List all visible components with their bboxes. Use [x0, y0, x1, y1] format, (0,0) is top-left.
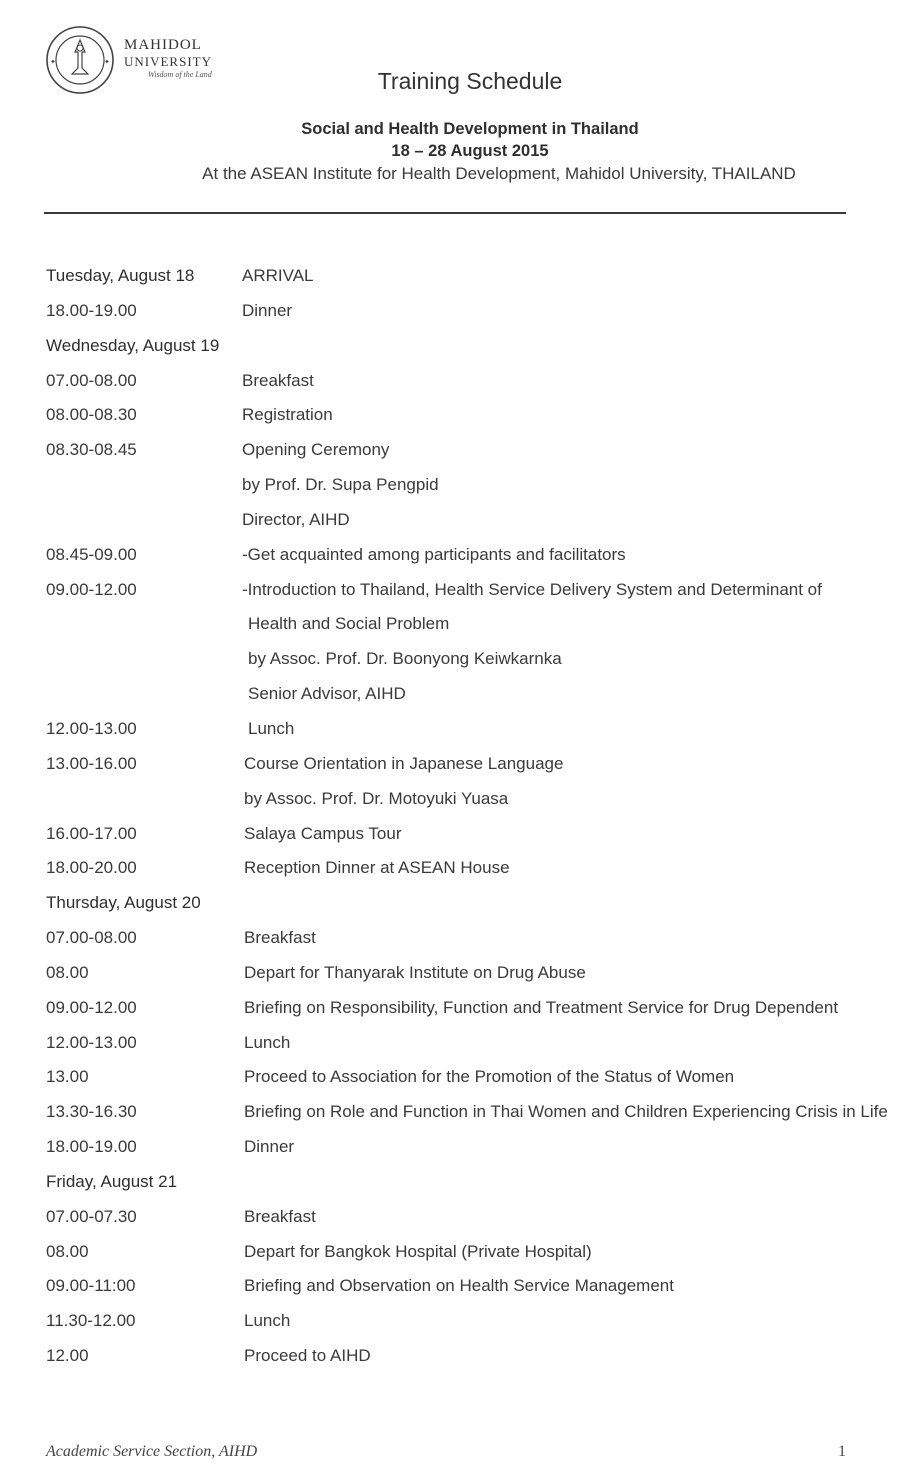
schedule-activity: Lunch — [248, 718, 295, 738]
program-dates: 18 – 28 August 2015 — [391, 142, 549, 160]
schedule-time: 08.30-08.45 — [46, 440, 137, 460]
schedule-row — [0, 260, 900, 295]
schedule-activity: Briefing on Responsibility, Function and Treatment Service for Drug Dependent — [244, 997, 839, 1017]
schedule-time: 16.00-17.00 — [46, 823, 137, 843]
day-heading: Friday, August 21 — [46, 1171, 178, 1191]
schedule-activity: Dinner — [244, 1137, 295, 1157]
schedule-row — [0, 1305, 900, 1340]
schedule-row — [0, 748, 900, 783]
schedule-activity: Reception Dinner at ASEAN House — [244, 858, 510, 878]
schedule-row — [0, 992, 900, 1027]
schedule-time: 18.00-19.00 — [46, 1137, 137, 1157]
schedule-row — [0, 608, 900, 643]
university-name-line2: UNIVERSITY — [124, 54, 212, 69]
schedule-activity: Opening Ceremony — [242, 440, 390, 460]
schedule-activity: Briefing and Observation on Health Service Management — [244, 1276, 674, 1296]
schedule-row — [0, 643, 900, 678]
schedule-row — [0, 957, 900, 992]
schedule-time: 07.00-07.30 — [46, 1206, 137, 1226]
svg-text:✦: ✦ — [50, 58, 56, 66]
schedule-time: 09.00-12.00 — [46, 579, 137, 599]
schedule-time: 08.00 — [46, 962, 89, 982]
schedule-activity: Proceed to Association for the Promotion of the Status of Women — [244, 1067, 735, 1087]
schedule-row — [0, 783, 900, 818]
schedule-row — [0, 539, 900, 574]
schedule-time: 11.30-12.00 — [46, 1311, 136, 1331]
schedule-time: 18.00-20.00 — [46, 858, 137, 878]
schedule-activity: by Assoc. Prof. Dr. Boonyong Keiwkarnka — [248, 649, 562, 669]
schedule-row — [0, 1027, 900, 1062]
schedule-time: 07.00-08.00 — [46, 370, 137, 390]
university-name-line1: MAHIDOL — [124, 37, 202, 53]
day-heading: Thursday, August 20 — [46, 893, 201, 913]
schedule-time: 08.45-09.00 — [46, 544, 137, 564]
schedule-row — [0, 399, 900, 434]
schedule-activity: Course Orientation in Japanese Language — [244, 753, 564, 773]
schedule-row — [0, 1201, 900, 1236]
svg-text:✦: ✦ — [104, 58, 110, 66]
schedule-activity: Lunch — [244, 1032, 291, 1052]
schedule-row — [0, 365, 900, 400]
schedule-row — [0, 574, 900, 609]
schedule-activity: Breakfast — [244, 1206, 316, 1226]
schedule-row — [0, 852, 900, 887]
schedule-row — [0, 887, 900, 922]
schedule-row — [0, 1166, 900, 1201]
schedule-row — [0, 1131, 900, 1166]
schedule-row — [0, 922, 900, 957]
schedule-time: 09.00-12.00 — [46, 997, 137, 1017]
schedule-row — [0, 504, 900, 539]
footer-section-name: Academic Service Section, AIHD — [46, 1443, 258, 1460]
schedule-time: 07.00-08.00 — [46, 928, 137, 948]
document-title: Training Schedule — [377, 68, 563, 94]
schedule-activity: Depart for Bangkok Hospital (Private Hospital) — [244, 1241, 592, 1261]
schedule-row — [0, 713, 900, 748]
schedule-time: 09.00-11:00 — [46, 1276, 136, 1296]
schedule-activity: Director, AIHD — [242, 509, 350, 529]
schedule-row — [0, 678, 900, 713]
schedule-time: 08.00 — [46, 1241, 89, 1261]
page-number: 1 — [838, 1443, 846, 1460]
schedule-row — [0, 1270, 900, 1305]
schedule-row — [0, 1061, 900, 1096]
schedule-activity: Dinner — [242, 300, 293, 320]
schedule-row — [0, 469, 900, 504]
schedule-activity: Proceed to AIHD — [244, 1346, 371, 1366]
schedule-row — [0, 434, 900, 469]
day-heading: Tuesday, August 18 — [46, 266, 195, 285]
header-divider — [44, 212, 846, 214]
schedule-activity: by Assoc. Prof. Dr. Motoyuki Yuasa — [244, 788, 509, 808]
schedule-row — [0, 1236, 900, 1271]
schedule-activity: Registration — [242, 405, 333, 425]
schedule-time: 12.00-13.00 — [46, 718, 137, 738]
day-heading: Wednesday, August 19 — [46, 335, 220, 355]
schedule-time: 08.00-08.30 — [46, 405, 137, 425]
program-title: Social and Health Development in Thailand — [301, 120, 639, 138]
schedule-activity: Briefing on Role and Function in Thai Women and Children Experiencing Crisis in Life — [244, 1102, 888, 1122]
schedule-row — [0, 330, 900, 365]
schedule-activity: Breakfast — [244, 928, 316, 948]
schedule-row — [0, 295, 900, 330]
schedule-activity: Lunch — [244, 1311, 291, 1331]
university-motto: Wisdom of the Land — [148, 70, 212, 79]
schedule-activity: -Get acquainted among participants and facilitators — [242, 544, 626, 564]
schedule-activity: -Introduction to Thailand, Health Service Delivery System and Determinant of — [242, 579, 822, 599]
schedule-time: 12.00 — [46, 1346, 89, 1366]
schedule-activity: by Prof. Dr. Supa Pengpid — [242, 475, 439, 495]
schedule-activity: Senior Advisor, AIHD — [248, 684, 406, 704]
schedule-activity: Health and Social Problem — [248, 614, 450, 634]
schedule-activity: Breakfast — [242, 370, 314, 390]
schedule-row — [0, 1096, 900, 1131]
schedule-time: 13.00-16.00 — [46, 753, 137, 773]
schedule-time: 18.00-19.00 — [46, 300, 137, 320]
schedule-row — [0, 818, 900, 853]
schedule-activity: Salaya Campus Tour — [244, 823, 402, 843]
schedule-time: 12.00-13.00 — [46, 1032, 137, 1052]
schedule-time: 13.00 — [46, 1067, 89, 1087]
program-location: At the ASEAN Institute for Health Development, Mahidol University, THAILAND — [202, 164, 796, 183]
schedule-row — [0, 1340, 900, 1375]
schedule-activity: Depart for Thanyarak Institute on Drug Abuse — [244, 962, 586, 982]
schedule-table — [0, 260, 900, 1375]
schedule-activity: ARRIVAL — [242, 266, 314, 285]
schedule-time: 13.30-16.30 — [46, 1102, 137, 1122]
